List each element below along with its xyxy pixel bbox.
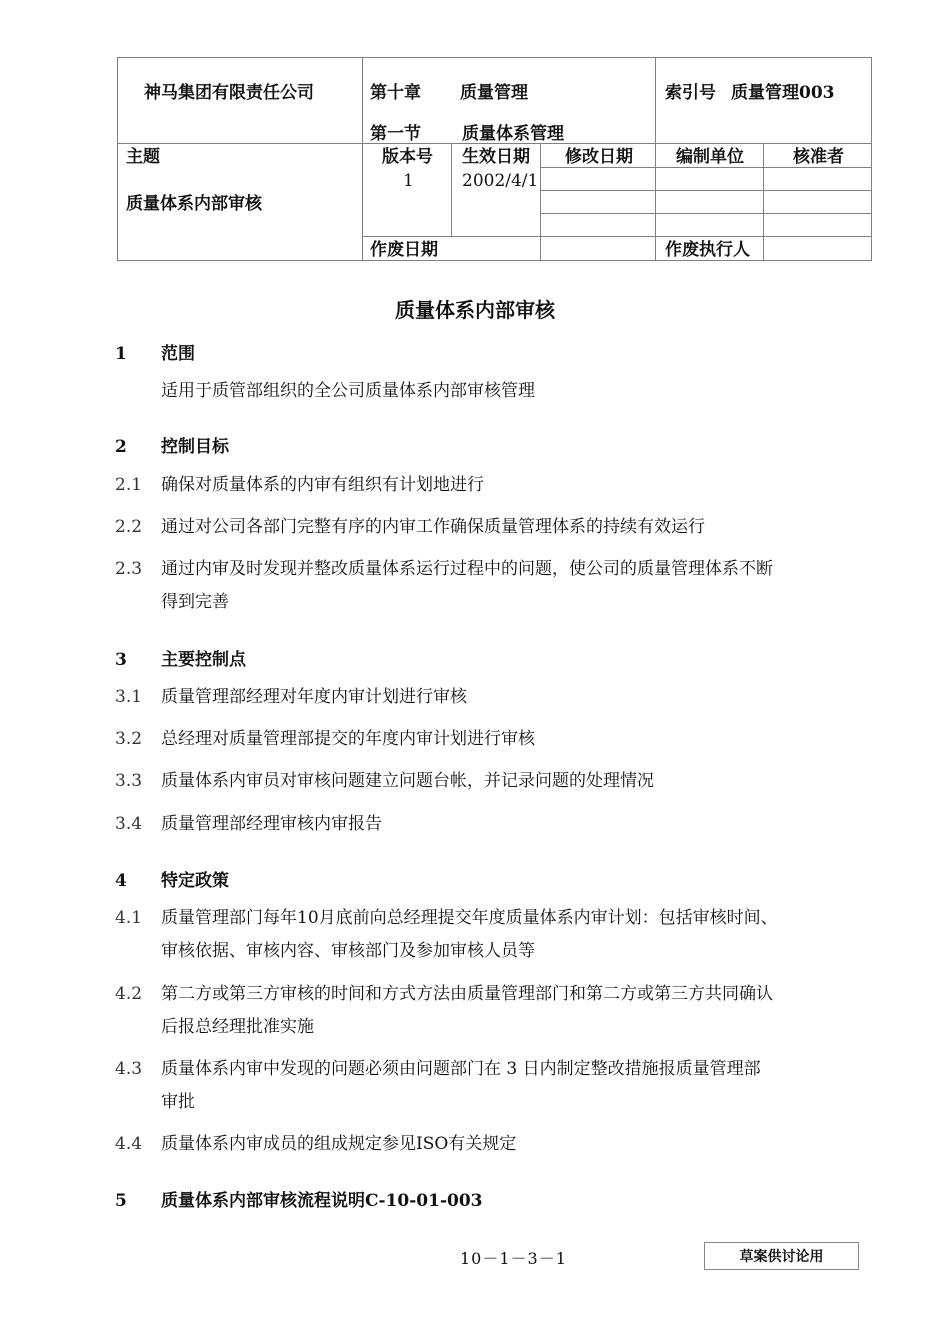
section-heading	[115, 339, 195, 364]
list-item	[115, 808, 855, 841]
item-text: 通过对公司各部门完整有序的内审工作确保质量管理体系的持续有效运行	[161, 517, 705, 537]
item-text-line: 审批	[161, 1092, 195, 1112]
item-number: 3.3	[115, 771, 143, 791]
section-title: 主要控制点	[161, 650, 246, 670]
item-text: 质量管理部经理对年度内审计划进行审核	[161, 687, 467, 707]
version-value: 1	[403, 171, 414, 191]
index-value: 质量管理003	[731, 83, 835, 103]
list-item	[115, 469, 855, 502]
section-name: 质量体系管理	[462, 124, 564, 144]
section-heading	[115, 645, 246, 670]
list-item	[115, 511, 855, 544]
approver-label: 核准者	[793, 147, 844, 167]
list-item	[115, 1053, 855, 1119]
page-number: 10－1－3－1	[460, 1249, 567, 1268]
section-number: 2	[115, 437, 127, 457]
scope-text: 适用于质管部组织的全公司质量体系内部审核管理	[161, 381, 535, 401]
item-text-line: 通过内审及时发现并整改质量体系运行过程中的问题，使公司的质量管理体系不断	[161, 559, 773, 579]
section-heading	[115, 1186, 483, 1211]
item-number: 4.3	[115, 1059, 143, 1079]
section-title: 范围	[161, 344, 195, 364]
section-heading	[115, 866, 229, 891]
item-text-line: 第二方或第三方审核的时间和方式方法由质量管理部门和第二方或第三方共同确认	[161, 984, 773, 1004]
item-text: 质量管理部经理审核内审报告	[161, 814, 382, 834]
item-number: 2.1	[115, 475, 143, 495]
list-item	[115, 553, 855, 619]
item-number: 4.1	[115, 908, 143, 928]
subject-value: 质量体系内部审核	[126, 194, 262, 214]
chapter-number: 第十章	[370, 83, 421, 103]
header-table	[117, 57, 872, 261]
void-date-label: 作废日期	[370, 240, 438, 260]
item-text: 质量体系内审成员的组成规定参见ISO有关规定	[161, 1134, 517, 1154]
item-text: 质量体系内审员对审核问题建立问题台帐，并记录问题的处理情况	[161, 771, 654, 791]
item-number: 3.4	[115, 814, 143, 834]
item-number: 3.2	[115, 729, 143, 749]
item-text-line: 质量管理部门每年10月底前向总经理提交年度质量体系内审计划：包括审核时间、	[161, 908, 778, 928]
index-label: 索引号	[665, 83, 716, 103]
list-item	[115, 902, 855, 968]
document-title: 质量体系内部审核	[395, 298, 555, 322]
item-number: 2.2	[115, 517, 143, 537]
item-number: 2.3	[115, 559, 143, 579]
list-item	[115, 765, 855, 798]
revision-date-label: 修改日期	[565, 147, 633, 167]
section-number: 4	[115, 871, 127, 891]
section-number: 5	[115, 1191, 127, 1211]
scope-paragraph	[115, 375, 855, 408]
section-number: 第一节	[370, 124, 421, 144]
section-number: 1	[115, 344, 127, 364]
item-text: 确保对质量体系的内审有组织有计划地进行	[161, 475, 484, 495]
item-text-line: 得到完善	[161, 592, 229, 612]
item-number: 4.4	[115, 1134, 143, 1154]
effective-date-value: 2002/4/1	[462, 171, 539, 191]
editor-unit-label: 编制单位	[676, 147, 744, 167]
item-text-line: 审核依据、审核内容、审核部门及参加审核人员等	[161, 941, 535, 961]
section-title: 特定政策	[161, 871, 229, 891]
section-title: 质量体系内部审核流程说明C-10-01-003	[161, 1191, 483, 1211]
section-title: 控制目标	[161, 437, 229, 457]
chapter-name: 质量管理	[460, 83, 528, 103]
version-label: 版本号	[382, 147, 433, 167]
item-text-line: 后报总经理批准实施	[161, 1017, 314, 1037]
item-text-line: 质量体系内审中发现的问题必须由问题部门在 3 日内制定整改措施报质量管理部	[161, 1059, 761, 1079]
list-item	[115, 723, 855, 756]
void-executor-label: 作废执行人	[665, 240, 750, 260]
section-heading	[115, 432, 229, 457]
section-number: 3	[115, 650, 127, 670]
item-number: 3.1	[115, 687, 143, 707]
list-item	[115, 978, 855, 1044]
company-name: 神马集团有限责任公司	[144, 83, 314, 103]
effective-date-label: 生效日期	[462, 147, 530, 167]
draft-stamp: 草案供讨论用	[704, 1242, 859, 1270]
item-number: 4.2	[115, 984, 143, 1004]
list-item	[115, 681, 855, 714]
item-text: 总经理对质量管理部提交的年度内审计划进行审核	[161, 729, 535, 749]
subject-label: 主题	[126, 147, 160, 167]
list-item	[115, 1128, 855, 1161]
